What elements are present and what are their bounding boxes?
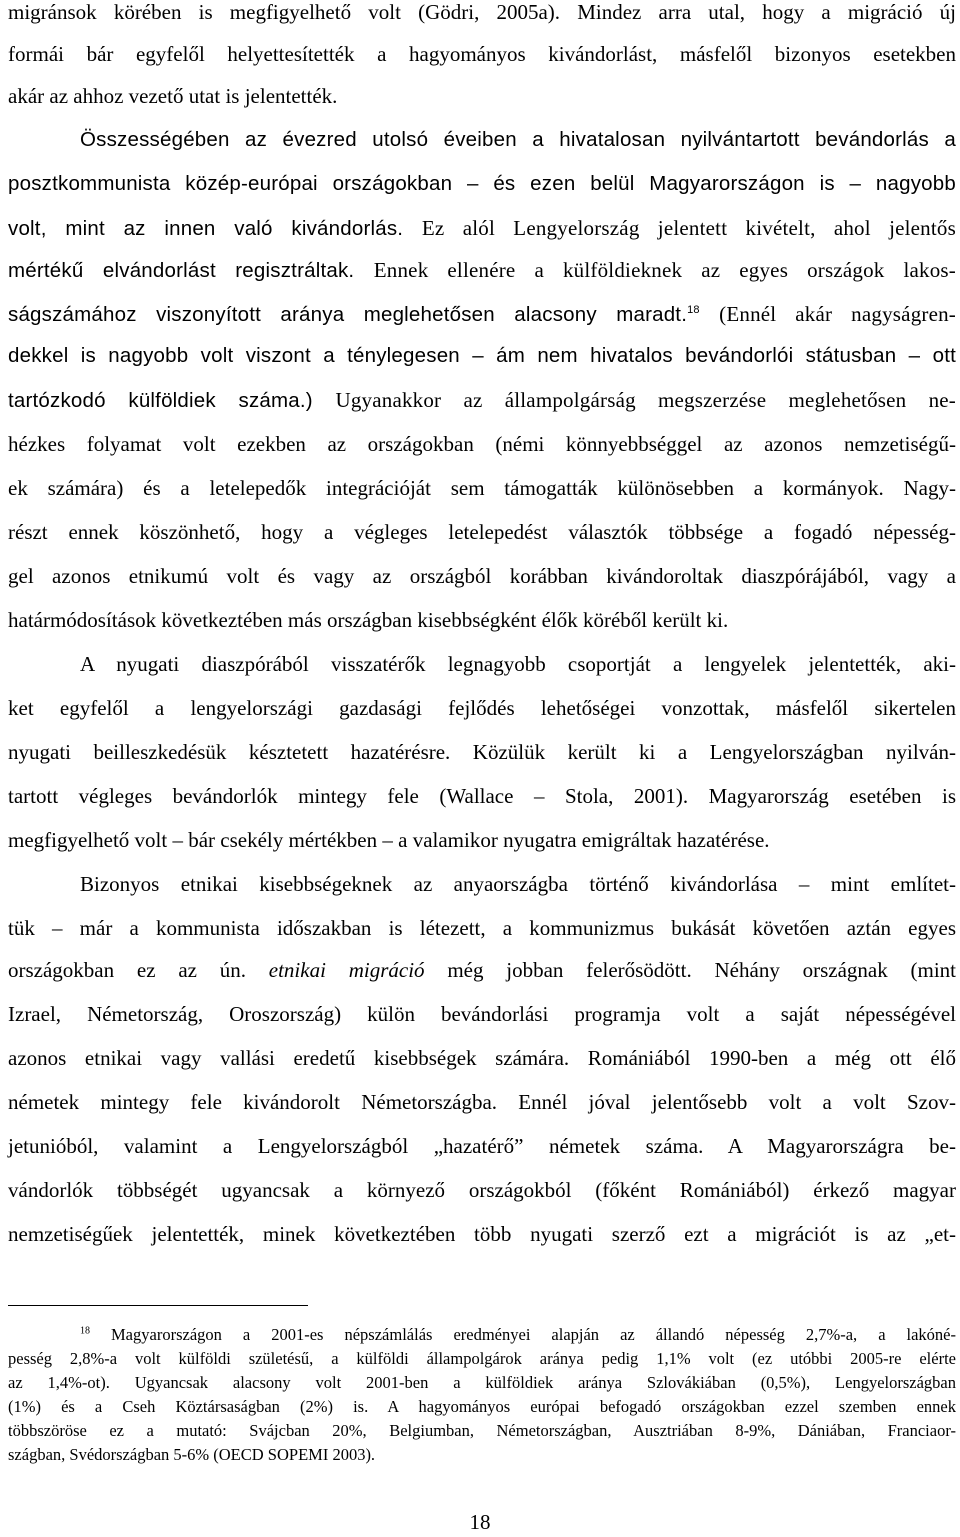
footnote-number: 18 (80, 1325, 90, 1337)
paragraph-first-line: Összességében az évezred utolsó éveiben a hivatalosan nyilvántartott bevándorlás a (80, 128, 956, 151)
text-segment: Ennek ellenére a külföldieknek az egyes országok lakos- (373, 258, 956, 282)
footnote-separator (8, 1305, 308, 1306)
page-number: 18 (469, 1510, 491, 1534)
text-segment: országokban ez az ún. (8, 958, 246, 982)
text-line: határmódosítások következtében más országban kisebbségként élők köréből került ki. (8, 608, 729, 632)
text-line: gel azonos etnikumú volt és vagy az országból korábban kivándoroltak diaszpórájából, vagy a (8, 564, 956, 588)
text-line: tük – már a kommunista időszakban is létezett, a kommunizmus bukását követően aztán egyes (8, 916, 956, 940)
text-line (8, 258, 956, 283)
text-line: Izrael, Németország, Oroszország) külön bevándorlási programja volt a saját népességével (8, 1002, 956, 1026)
text-line: ek számára) és a letelepedők integrációját sem támogatták különösebben a kormányok. Nagy- (8, 476, 956, 500)
text-line: akár az ahhoz vezető utat is jelentették. (8, 84, 338, 108)
text-segment: még jobban felerősödött. Néhány országnak (mint (447, 958, 956, 982)
footnote-line: pesség 2,8%-a volt külföldi születésű, a külföldi állampolgárok aránya pedig 1,1% volt (ez utóbbi 2005-re elérte (8, 1349, 956, 1368)
text-segment: Ez alól Lengyelország jelentett kivételt, ahol jelentős (421, 216, 956, 240)
text-line: ket egyfelől a lengyelországi gazdasági fejlődés lehetőségei vonzottak, másfelől sikertelen (8, 696, 956, 720)
text-line: dekkel is nagyobb volt viszont a ténylegesen – ám nem hivatalos bevándorlói státusban – ott (8, 344, 956, 367)
text-line (8, 302, 956, 327)
text-line: vándorlók többségét ugyancsak a környező országokból (főként Romániából) érkező magyar (8, 1178, 956, 1202)
footnote-line: szágban, Svédországban 5-6% (OECD SOPEMI 2003). (8, 1445, 376, 1464)
text-segment: tartózkodó külföldiek száma.) (8, 389, 313, 412)
italic-term: etnikai migráció (268, 958, 425, 982)
text-line: hézkes folyamat volt ezekben az országokban (némi könnyebbséggel az azonos nemzetiségű- (8, 432, 956, 456)
text-line (8, 388, 956, 413)
footnote-line: többszöröse ez a mutató: Svájcban 20%, Belgiumban, Németországban, Ausztriában 8-9%, Dániában, Franciaor- (8, 1421, 956, 1440)
text-line: azonos etnikai vagy vallási eredetű kisebbségek számára. Romániából 1990-ben a még ott élő (8, 1046, 956, 1070)
text-segment: (Ennél akár nagyságren- (719, 302, 956, 326)
text-line: németek mintegy fele kivándorolt Németországba. Ennél jóval jelentősebb volt a volt Szov- (8, 1090, 956, 1114)
text-line: posztkommunista közép-európai országokban – és ezen belül Magyarországon is – nagyobb (8, 172, 956, 195)
text-line: nyugati beilleszkedésük késztetett hazatérésre. Közülük került ki a Lengyelországban nyilván- (8, 740, 956, 764)
text-segment: Ugyanakkor az állampolgárság megszerzése meglehetősen ne- (335, 388, 956, 412)
text-line: tartott végleges bevándorlók mintegy fele (Wallace – Stola, 2001). Magyarország esetében is (8, 784, 956, 808)
footnote-line: az 1,4%-ot). Ugyancsak alacsony volt 2001-ben a külföldiek aránya Szlovákiában (0,5%), Lengyelországban (8, 1373, 956, 1392)
text-line: megfigyelhető volt – bár csekély mértékben – a valamikor nyugatra emigráltak hazatérése. (8, 828, 770, 852)
text-line: jetunióból, valamint a Lengyelországból „hazatérő” németek száma. A Magyarországra be- (8, 1134, 956, 1158)
text-line (8, 958, 956, 982)
text-segment: Magyarországon a 2001-es népszámlálás eredményei alapján az állandó népesség 2,7%-a, a lakóné- (111, 1325, 956, 1344)
text-line: nemzetiségűek jelentették, minek következtében több nyugati szerző ezt a migrációt is az „et- (8, 1222, 956, 1246)
footnote-line (80, 1325, 956, 1345)
footnote-ref[interactable]: 18 (687, 304, 700, 317)
text-line: migránsok körében is megfigyelhető volt (Gödri, 2005a). Mindez arra utal, hogy a migráció új (8, 0, 956, 24)
text-segment: mértékű elvándorlást regisztráltak. (8, 259, 355, 282)
text-line: formái bár egyfelől helyettesítették a hagyományos kivándorlást, másfelől bizonyos esetekben (8, 42, 956, 66)
footnote-line: (1%) és a Cseh Köztársaságban (2%) is. A hagyományos európai befogadó országokban ezzel szemben ennek (8, 1397, 956, 1416)
text-line: részt ennek köszönhető, hogy a végleges letelepedést választók többsége a fogadó népesség- (8, 520, 956, 544)
paragraph-first-line: A nyugati diaszpórából visszatérők legnagyobb csoportját a lengyelek jelentették, aki- (80, 652, 956, 676)
paragraph-first-line: Bizonyos etnikai kisebbségeknek az anyaországba történő kivándorlása – mint említet- (80, 872, 956, 896)
text-segment: ságszámához viszonyított aránya meglehetősen alacsony maradt. (8, 303, 688, 326)
text-line (8, 216, 956, 241)
text-segment: volt, mint az innen való kivándorlás. (8, 217, 404, 240)
